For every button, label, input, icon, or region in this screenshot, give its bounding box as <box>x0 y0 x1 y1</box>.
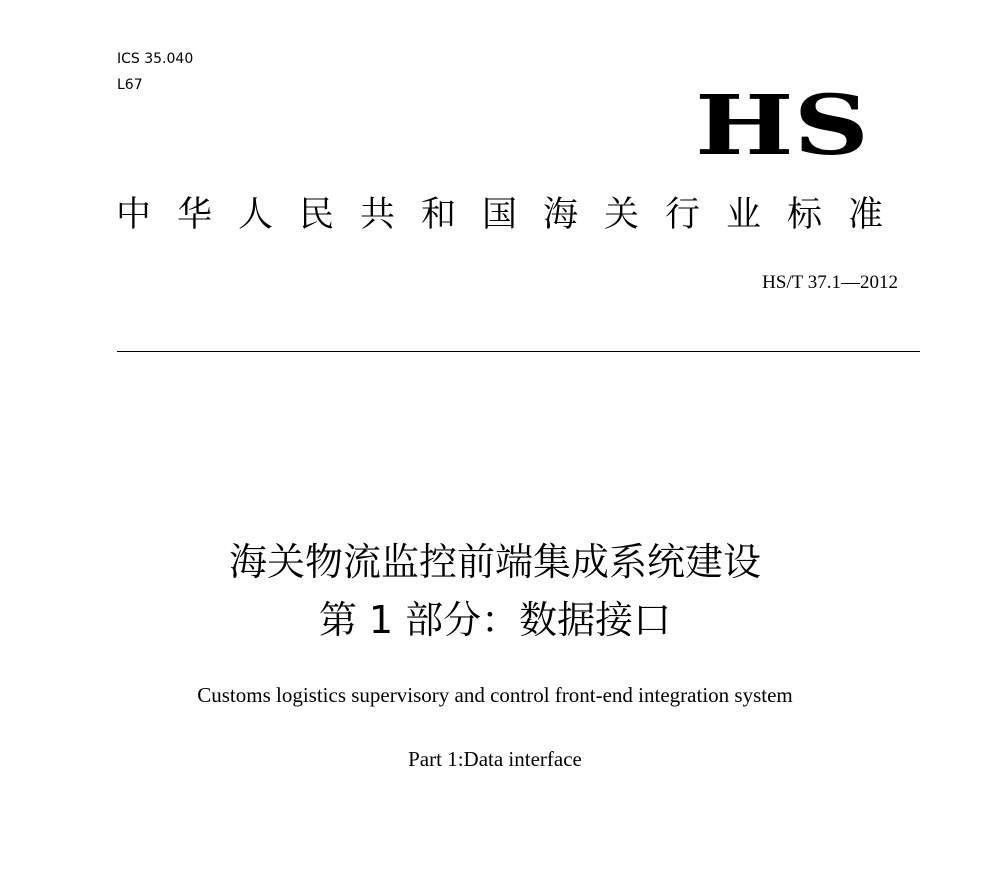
standard-number: HS/T 37.1—2012 <box>762 272 898 293</box>
standard-title: 中华人民共和国海关行业标准 <box>116 195 910 235</box>
document-title-en: Customs logistics supervisory and control front-end integration system <box>197 683 793 707</box>
document-title-cn: 海关物流监控前端集成系统建设 <box>228 540 761 584</box>
hs-logo <box>693 88 871 162</box>
header-divider <box>117 351 920 352</box>
document-subtitle-cn: 第 1 部分：数据接口 <box>318 598 672 642</box>
ccs-code: L67 <box>117 77 143 93</box>
ics-code: ICS 35.040 <box>117 51 194 67</box>
document-subtitle-en: Part 1:Data interface <box>408 747 582 771</box>
hs-logo-text: HS <box>695 88 869 162</box>
